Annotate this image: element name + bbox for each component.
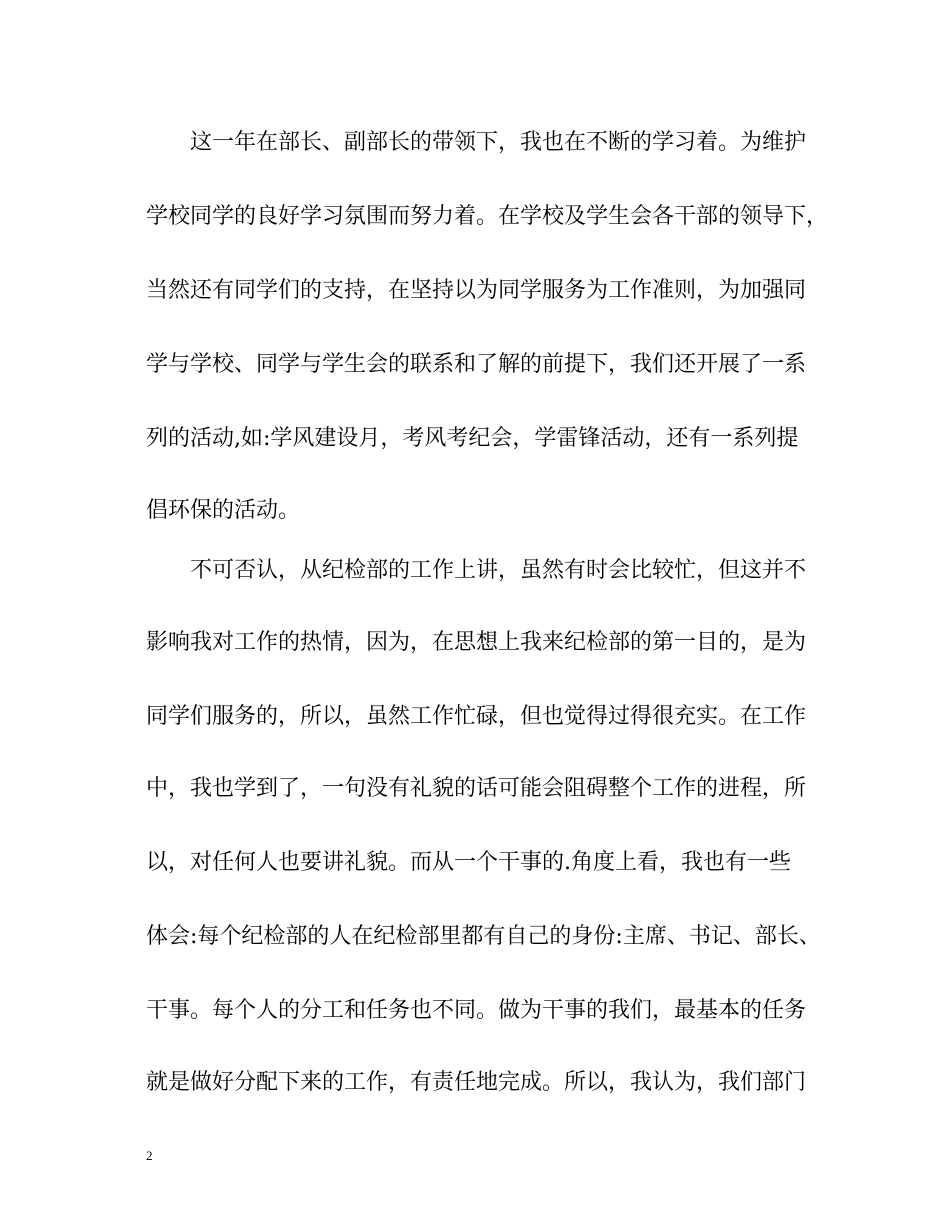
text-line-4: 学与学校、同学与学生会的联系和了解的前提下，我们还开展了一系	[146, 352, 807, 377]
text-line-14: 就是做好分配下来的工作，有责任地完成。所以，我认为，我们部门	[146, 1070, 807, 1095]
text-line-3: 当然还有同学们的支持，在坚持以为同学服务为工作准则，为加强同	[146, 278, 807, 303]
text-line-8: 影响我对工作的热情，因为，在思想上我来纪检部的第一目的，是为	[146, 630, 807, 655]
text-line-5: 列的活动,如:学风建设月，考风考纪会，学雷锋活动，还有一系列提	[146, 426, 799, 451]
text-line-13: 干事。每个人的分工和任务也不同。做为干事的我们，最基本的任务	[146, 998, 807, 1023]
page-number: 2	[146, 1148, 153, 1163]
text-line-11: 以，对任何人也要讲礼貌。而从一个干事的.角度上看，我也有一些	[146, 850, 791, 875]
text-line-10: 中，我也学到了，一句没有礼貌的话可能会阻碍整个工作的进程，所	[146, 776, 807, 801]
text-line-9: 同学们服务的，所以，虽然工作忙碌，但也觉得过得很充实。在工作	[146, 704, 807, 729]
text-line-2: 学校同学的良好学习氛围而努力着。在学校及学生会各干部的领导下，	[146, 204, 829, 229]
text-line-1: 这一年在部长、副部长的带领下，我也在不断的学习着。为维护	[190, 130, 807, 155]
text-line-6: 倡环保的活动。	[146, 498, 301, 523]
text-line-7: 不可否认，从纪检部的工作上讲，虽然有时会比较忙，但这并不	[190, 558, 807, 583]
text-line-12: 体会:每个纪检部的人在纪检部里都有自己的身份:主席、书记、部长、	[146, 924, 821, 949]
